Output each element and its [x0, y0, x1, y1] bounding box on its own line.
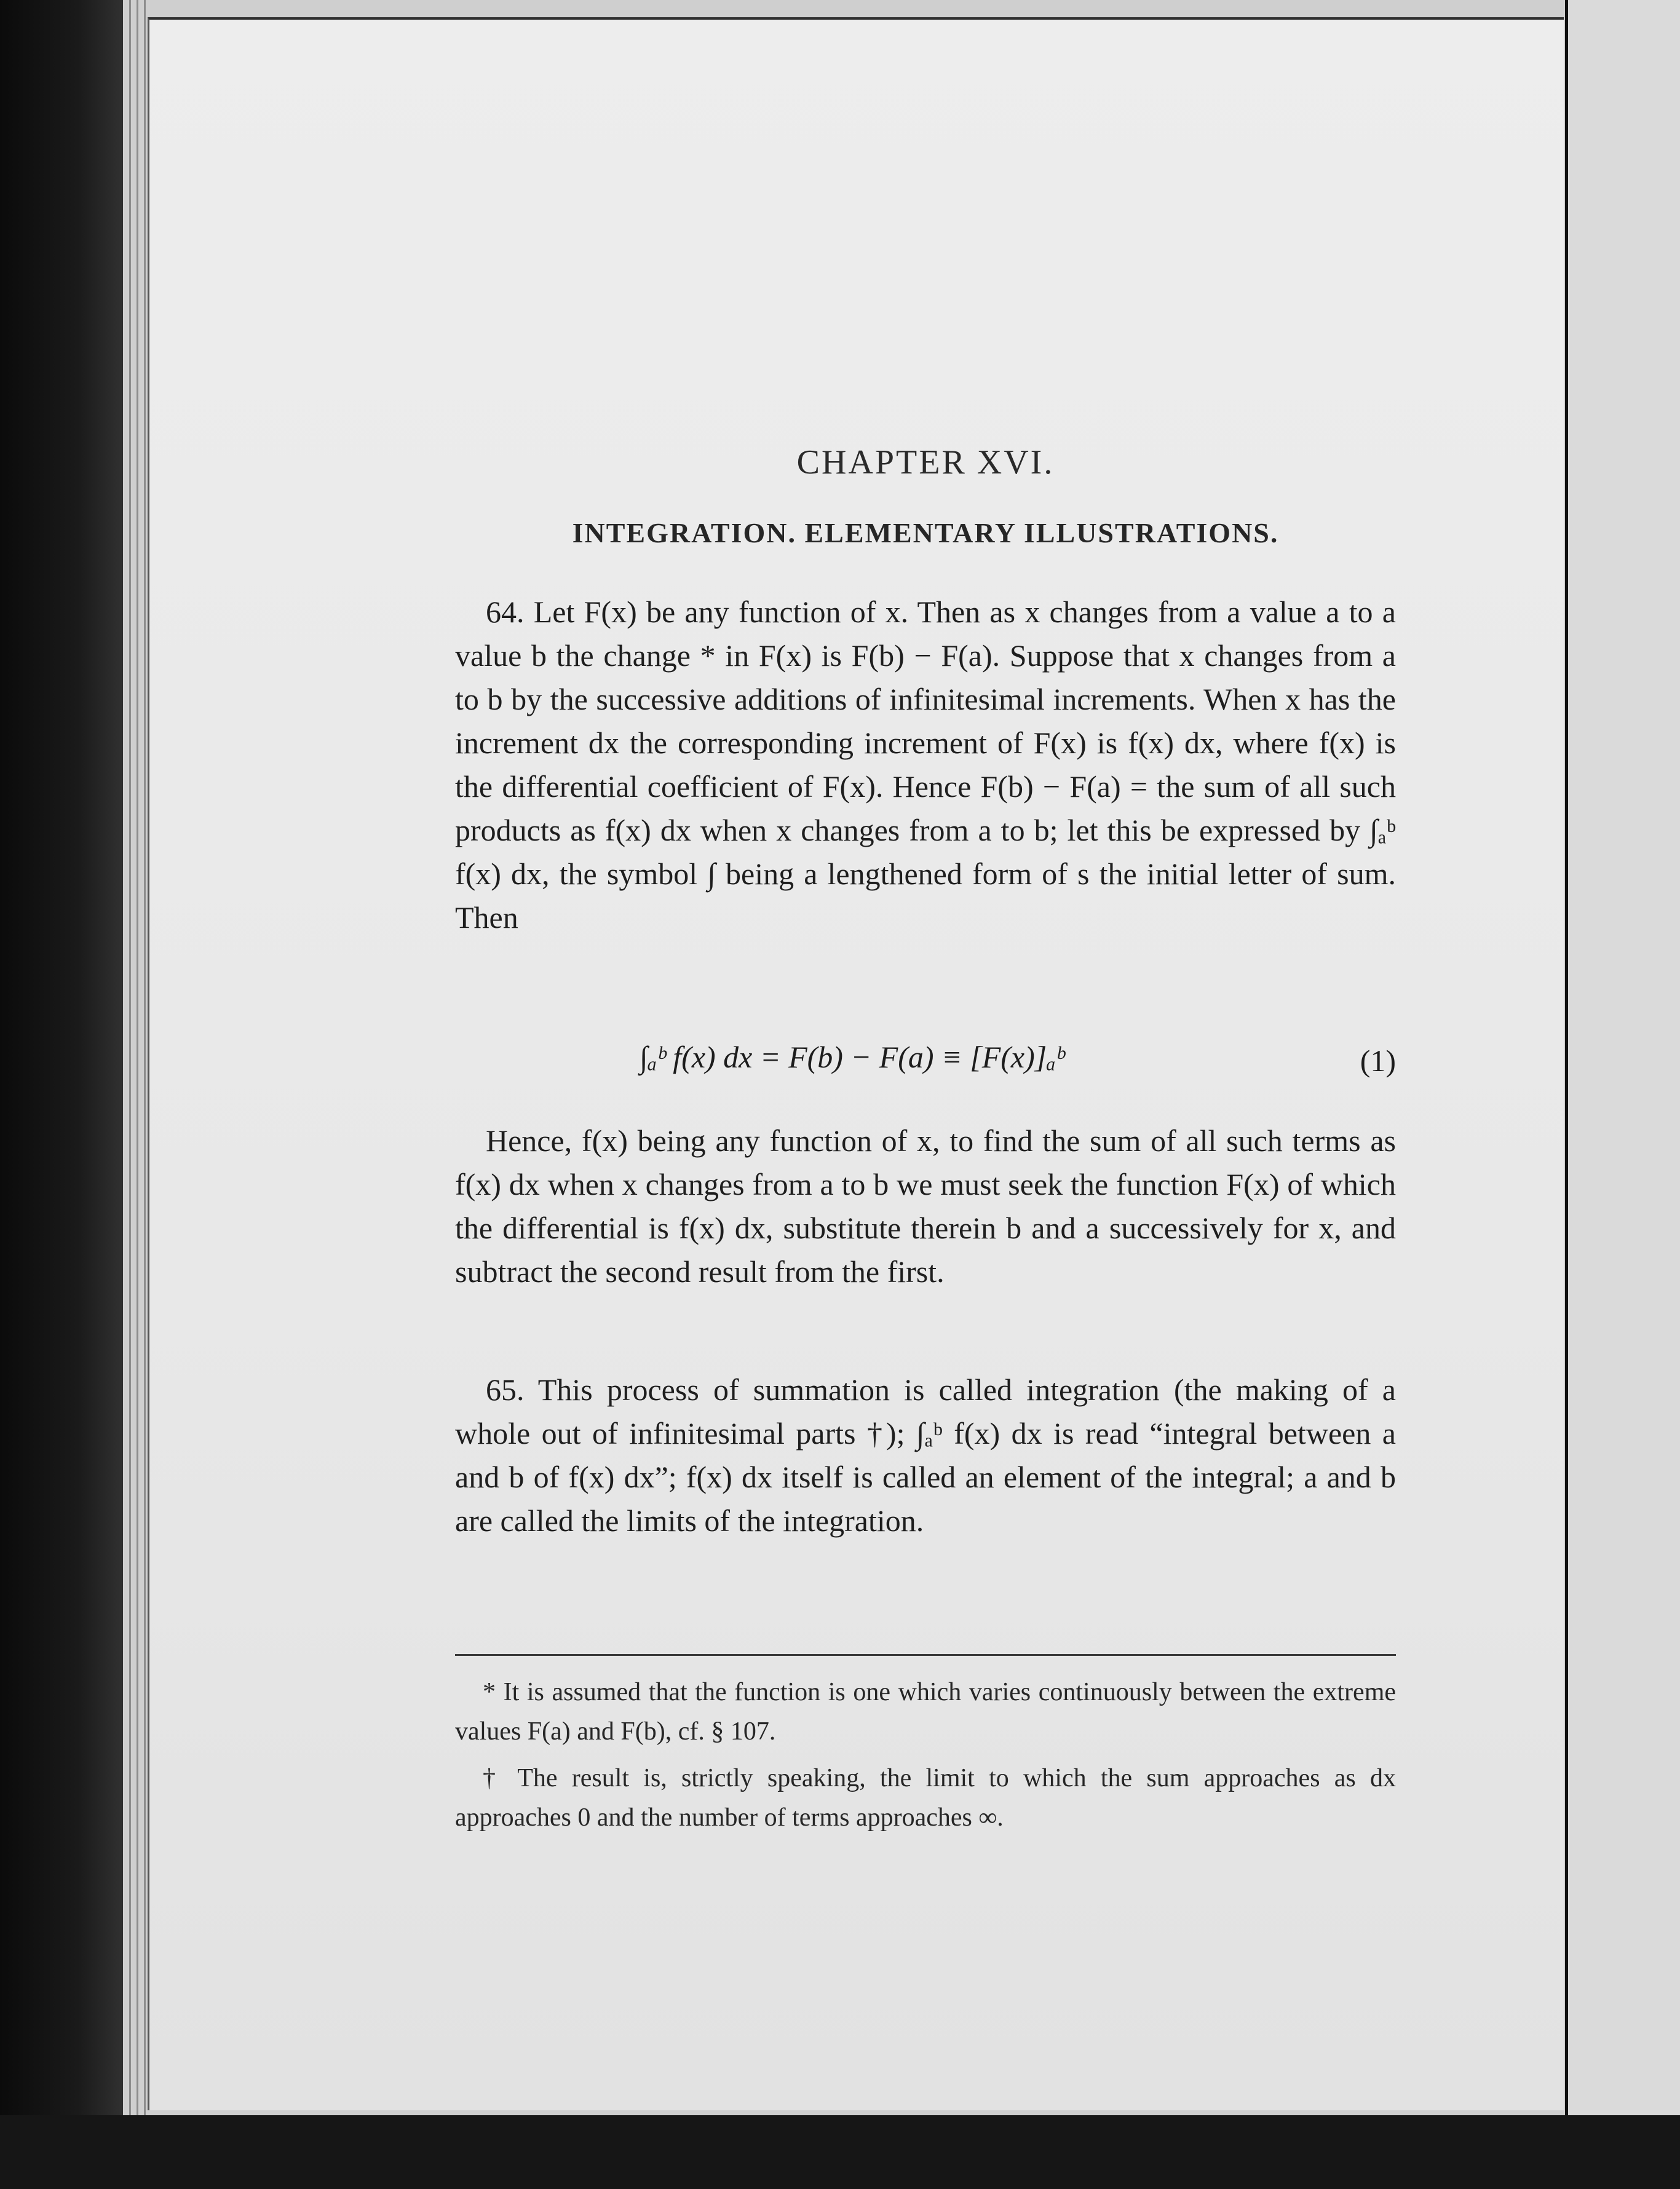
equation-number: (1): [1360, 1043, 1396, 1078]
equation-1-body: ∫ₐᵇ f(x) dx = F(b) − F(a) ≡ [F(x)]ₐᵇ: [640, 1040, 1064, 1074]
section-title: INTEGRATION. ELEMENTARY ILLUSTRATIONS.: [572, 517, 1279, 548]
book-gutter-shadow: [0, 0, 141, 2189]
paragraph-65-text: 65. This process of summation is called integration (the making of a whole out of infinitesimal parts †); ∫ₐᵇ f(x) dx is read “integral between a and b of f(x) dx”; f(x) dx itself is called an element of the integral; a and b are called the limits of the integration.: [455, 1372, 1396, 1538]
paragraph-65: [455, 1368, 1396, 1543]
paragraph-64: [455, 590, 1396, 940]
footnote-2: [455, 1759, 1396, 1837]
footnote-2-text: † The result is, strictly speaking, the limit to which the sum approaches as dx approaches 0 and the number of terms approaches ∞.: [455, 1764, 1396, 1832]
equation-1: [455, 1033, 1396, 1101]
paragraph-64-text: 64. Let F(x) be any function of x. Then as x changes from a value a to a value b the change * in F(x) is F(b) − F(a). Suppose that x changes from a to b by the successive additions of infinitesimal increments. When x has the increment dx the corresponding increment of F(x) is f(x) dx, where f(x) is the differential coefficient of F(x). Hence F(b) − F(a) = the sum of all such products as f(x) dx when x changes from a to b; let this be expressed by ∫ₐᵇ f(x) dx, the symbol ∫ being a lengthened form of s the initial letter of sum. Then: [455, 595, 1396, 935]
page-edge-line: [137, 0, 138, 2115]
page-edge-line: [144, 0, 146, 2115]
paragraph-64-continued: [455, 1119, 1396, 1294]
page-edge-line: [129, 0, 131, 2115]
chapter-title: CHAPTER XVI.: [796, 443, 1055, 481]
facing-page-edge: [1565, 0, 1680, 2115]
footnote-divider: [455, 1654, 1396, 1656]
footnote-1-text: * It is assumed that the function is one which varies continuously between the extreme values F(a) and F(b), cf. § 107.: [455, 1678, 1396, 1746]
footnote-1: [455, 1672, 1396, 1751]
paragraph-64-continued-text: Hence, f(x) being any function of x, to find the sum of all such terms as f(x) dx when x changes from a to b we must seek the function F(x) of which the differential is f(x) dx, substitute therein b and a successively for x, and subtract the second result from the first.: [455, 1123, 1396, 1289]
scan-background: [0, 2115, 1680, 2189]
